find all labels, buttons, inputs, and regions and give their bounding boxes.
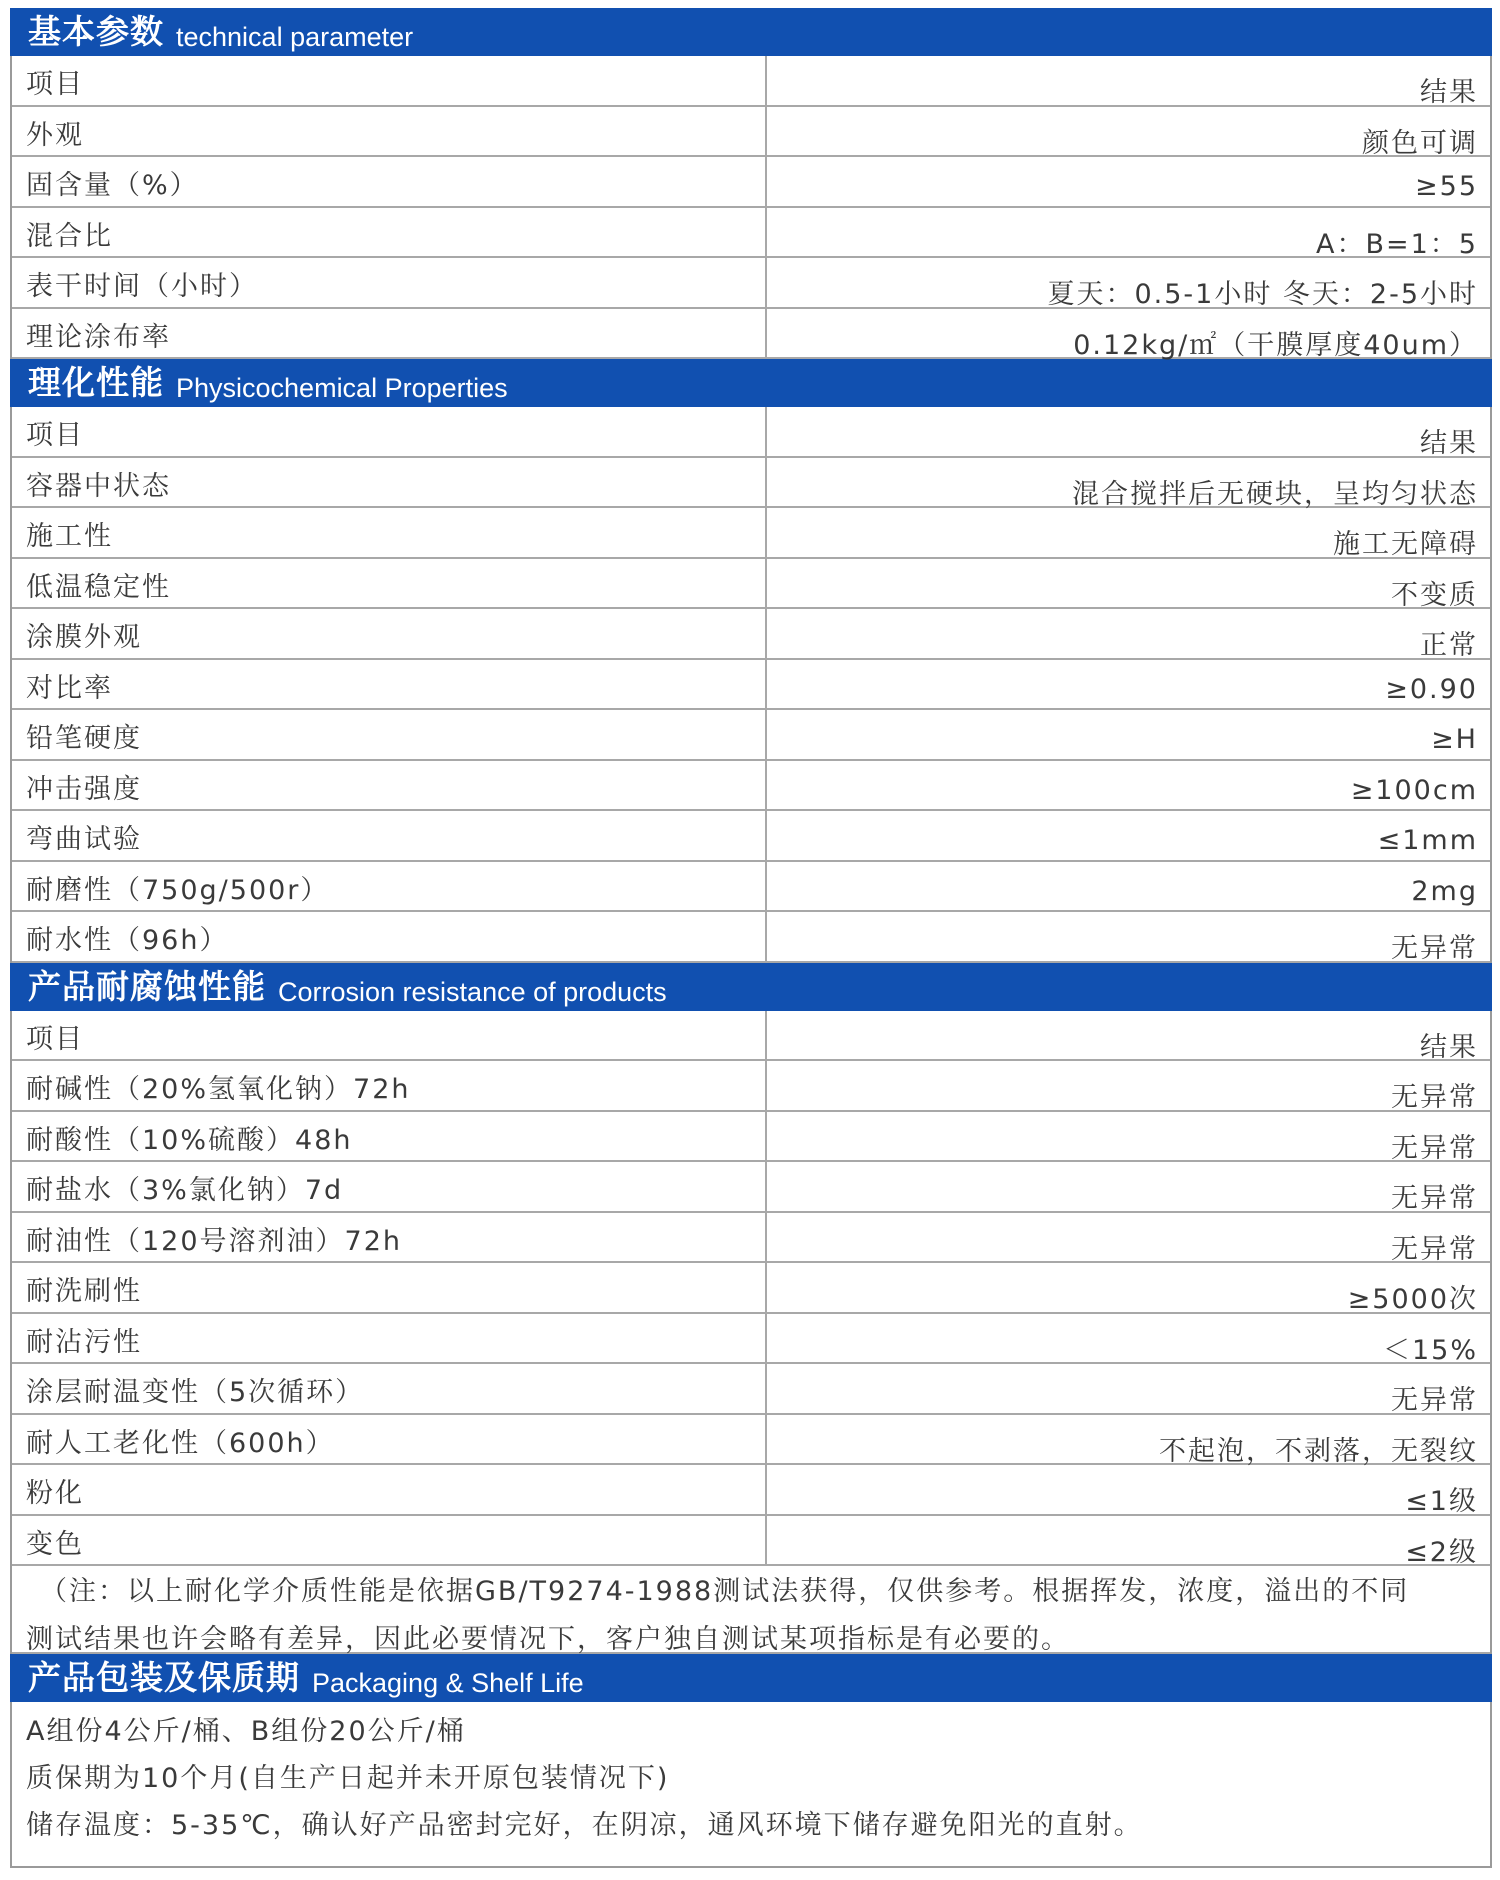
section-title-zh: 产品耐腐蚀性能: [28, 966, 266, 1006]
shelf-life-line: 质保期为10个月(自生产日起并未开原包装情况下): [26, 1763, 670, 1794]
row-label: 固含量（%）: [12, 157, 767, 206]
table-row: [12, 1415, 1490, 1466]
note-line-2: 测试结果也许会略有差异，因此必要情况下，客户独自测试某项指标是有必要的。: [26, 1624, 1070, 1655]
row-label: 耐碱性（20%氢氧化钠）72h: [12, 1061, 767, 1110]
section-title-zh: 产品包装及保质期: [28, 1658, 300, 1697]
section-header-physico: [10, 359, 1492, 407]
table-row: [12, 1213, 1490, 1264]
table-row: [12, 508, 1490, 559]
table-row: [12, 559, 1490, 610]
table-row: [12, 1263, 1490, 1314]
table-row: [12, 1364, 1490, 1415]
table-row: [12, 258, 1490, 309]
row-value: 颜色可调: [1362, 127, 1478, 159]
table-row: [12, 107, 1490, 158]
table-row: [12, 912, 1490, 963]
section-title-zh: 理化性能: [28, 363, 164, 402]
table-row: [12, 811, 1490, 862]
row-value: 无异常: [1391, 933, 1478, 964]
table-row: [12, 1061, 1490, 1112]
test-note: [12, 1566, 1490, 1654]
table-row: [12, 710, 1490, 761]
table-header-row: [12, 56, 1490, 107]
packaging-line: A组份4公斤/桶、B组份20公斤/桶: [26, 1716, 466, 1747]
table-row: [12, 1516, 1490, 1567]
table-header-row: [12, 1011, 1490, 1062]
row-label: 低温稳定性: [12, 559, 767, 608]
section-title-en: Corrosion resistance of products: [278, 976, 667, 1007]
row-value: A：B=1：5: [1316, 228, 1478, 260]
row-value: ≤1mm: [1377, 825, 1478, 856]
section-header-corrosion: [10, 963, 1492, 1011]
row-label: 涂膜外观: [12, 609, 767, 658]
row-label: 耐洗刷性: [12, 1263, 767, 1312]
packaging-info: [12, 1702, 1490, 1868]
row-label: 容器中状态: [12, 458, 767, 507]
column-header-result: 结果: [1420, 428, 1478, 459]
row-label: 表干时间（小时）: [12, 258, 767, 307]
storage-line: 储存温度：5-35℃，确认好产品密封完好，在阴凉，通风环境下储存避免阳光的直射。: [26, 1810, 1143, 1841]
row-value: ≥5000次: [1347, 1284, 1478, 1315]
row-label: 涂层耐温变性（5次循环）: [12, 1364, 767, 1413]
row-value: 2mg: [1411, 875, 1478, 907]
row-value: 无异常: [1391, 1082, 1478, 1113]
note-line-1: （注：以上耐化学介质性能是依据GB/T9274-1988测试法获得，仅供参考。根据挥发，浓度，溢出的不同: [40, 1576, 1410, 1607]
row-value: 夏天：0.5-1小时 冬天：2-5小时: [1047, 279, 1478, 310]
table-row: [12, 1465, 1490, 1516]
row-value: ≥0.90: [1385, 673, 1478, 705]
row-label: 施工性: [12, 508, 767, 557]
row-value: 不变质: [1391, 579, 1478, 611]
row-label: 冲击强度: [12, 761, 767, 810]
row-label: 耐油性（120号溶剂油）72h: [12, 1213, 767, 1262]
row-value: 无异常: [1391, 1183, 1478, 1214]
row-label: 耐酸性（10%硫酸）48h: [12, 1112, 767, 1161]
table-header-row: [12, 407, 1490, 458]
row-label: 外观: [12, 107, 767, 156]
row-label: 铅笔硬度: [12, 710, 767, 759]
table-row: [12, 157, 1490, 208]
row-label: 变色: [12, 1516, 767, 1565]
column-header-item: 项目: [12, 56, 767, 105]
row-label: 粉化: [12, 1465, 767, 1514]
row-value: 无异常: [1391, 1233, 1478, 1265]
column-header-result: 结果: [1420, 77, 1478, 108]
row-value: ≤1级: [1405, 1486, 1478, 1517]
row-value: ≥55: [1415, 171, 1478, 202]
table-row: [12, 1162, 1490, 1213]
table-row: [12, 458, 1490, 509]
row-value: ≥H: [1431, 724, 1478, 755]
row-label: 耐水性（96h）: [12, 912, 767, 961]
row-value: ＜15%: [1382, 1334, 1478, 1366]
row-value: ≥100cm: [1350, 774, 1478, 806]
table-row: [12, 208, 1490, 259]
spec-sheet: [10, 8, 1492, 1868]
row-value: ≤2级: [1405, 1536, 1478, 1568]
section-title-en: Physicochemical Properties: [176, 373, 508, 403]
row-label: 耐磨性（750g/500r）: [12, 862, 767, 911]
row-label: 耐沾污性: [12, 1314, 767, 1363]
row-value: 混合搅拌后无硬块，呈均匀状态: [1072, 478, 1478, 510]
section-title-en: Packaging & Shelf Life: [312, 1668, 584, 1698]
row-label: 耐人工老化性（600h）: [12, 1415, 767, 1464]
row-label: 对比率: [12, 660, 767, 709]
column-header-result: 结果: [1420, 1031, 1478, 1063]
row-value: 无异常: [1391, 1385, 1478, 1416]
table-row: [12, 1112, 1490, 1163]
table-row: [12, 862, 1490, 913]
column-header-item: 项目: [12, 1011, 767, 1060]
table-row: [12, 609, 1490, 660]
row-label: 混合比: [12, 208, 767, 257]
row-value: 不起泡，不剥落，无裂纹: [1159, 1435, 1478, 1467]
section-header-basic: [10, 8, 1492, 56]
row-value: 施工无障碍: [1333, 529, 1478, 560]
section-title-en: technical parameter: [176, 22, 414, 52]
section-title-zh: 基本参数: [28, 12, 164, 51]
row-value: 0.12kg/㎡（干膜厚度40um）: [1073, 329, 1478, 361]
column-header-item: 项目: [12, 407, 767, 456]
table-row: [12, 1314, 1490, 1365]
row-value: 无异常: [1391, 1132, 1478, 1164]
row-label: 弯曲试验: [12, 811, 767, 860]
table-row: [12, 660, 1490, 711]
row-label: 理论涂布率: [12, 309, 767, 358]
table-row: [12, 309, 1490, 360]
row-value: 正常: [1420, 630, 1478, 661]
row-label: 耐盐水（3%氯化钠）7d: [12, 1162, 767, 1211]
table-row: [12, 761, 1490, 812]
